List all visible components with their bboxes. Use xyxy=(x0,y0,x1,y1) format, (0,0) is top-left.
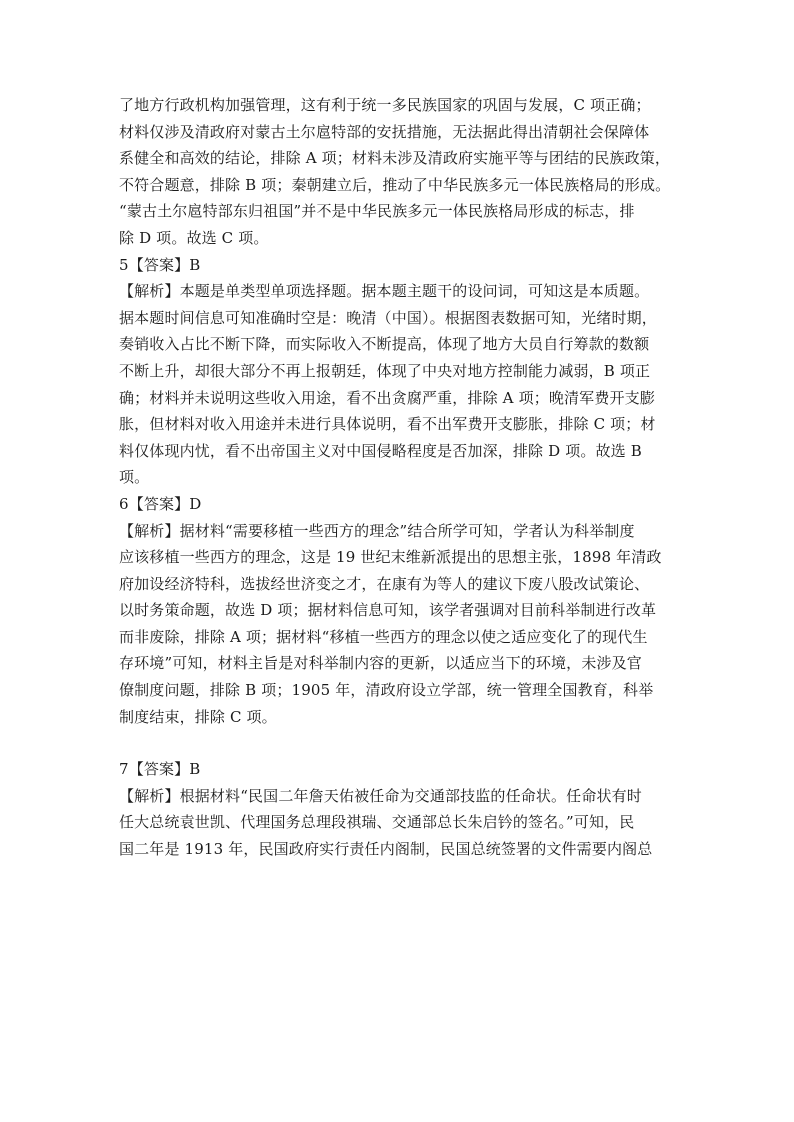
text-line: 应该移植一些西方的理念，这是 19 世纪末维新派提出的思想主张，1898 年清政 xyxy=(119,548,662,567)
text-line: 除 D 项。故选 C 项。 xyxy=(119,228,269,247)
text-line: 【解析】根据材料“民国二年詹天佑被任命为交通部技监的任命状。任命状有时 xyxy=(119,786,642,805)
text-line: 了地方行政机构加强管理，这有利于统一多民族国家的巩固与发展，C 项正确； xyxy=(119,96,651,114)
text-line: 国二年是 1913 年，民国政府实行责任内阁制，民国总统签署的文件需要内阁总 xyxy=(119,840,653,859)
answer-heading: 5【答案】B xyxy=(119,255,201,274)
text-line: 确；材料并未说明这些收入用途，看不出贪腐严重，排除 A 项；晚清军费开支膨 xyxy=(119,388,655,407)
text-line: 【解析】本题是单类型单项选择题。据本题主题干的设问词，可知这是本质题。 xyxy=(119,282,650,301)
text-line: 任大总统袁世凯、代理国务总理段祺瑞、交通部总长朱启钤的签名。”可知，民 xyxy=(119,813,635,832)
text-line: 【解析】据材料“需要移植一些西方的理念”结合所学可知，学者认为科举制度 xyxy=(119,521,635,540)
text-line: 料仅体现内忧，看不出帝国主义对中国侵略程度是否加深，排除 D 项。故选 B xyxy=(119,441,642,460)
text-line: 项。 xyxy=(119,468,150,487)
text-line: 以时务策命题，故选 D 项；据材料信息可知，该学者强调对目前科举制进行改革 xyxy=(119,601,657,620)
text-line: 系健全和高效的结论，排除 A 项；材料未涉及清政府实施平等与团结的民族政策， xyxy=(119,149,671,168)
text-line: 胀，但材料对收入用途并未进行具体说明，看不出军费开支膨胀，排除 C 项；材 xyxy=(119,415,656,434)
paragraph-gap xyxy=(119,730,684,756)
answer-heading: 6【答案】D xyxy=(119,494,202,513)
text-line: “蒙古土尔扈特部东归祖国”并不是中华民族多元一体民族格局形成的标志，排 xyxy=(119,202,635,221)
text-line: 存环境”可知，材料主旨是对科举制内容的更新，以适应当下的环境，未涉及官 xyxy=(119,654,642,673)
text-line: 府加设经济特科，选拔经世济变之才，在康有为等人的建议下废八股改试策论、 xyxy=(119,574,650,593)
answer-heading: 7【答案】B xyxy=(119,760,201,779)
text-line: 材料仅涉及清政府对蒙古土尔扈特部的安抚措施，无法据此得出清朝社会保障体 xyxy=(119,122,650,141)
text-line: 不符合题意，排除 B 项；秦朝建立后，推动了中华民族多元一体民族格局的形成。 xyxy=(119,175,671,194)
text-line: 据本题时间信息可知准确时空是：晚清（中国）。根据图表数据可知，光绪时期， xyxy=(119,308,657,327)
text-line: 不断上升，却很大部分不再上报朝廷，体现了中央对地方控制能力减弱，B 项正 xyxy=(119,361,651,380)
document-page xyxy=(119,92,684,863)
text-line: 僚制度问题，排除 B 项；1905 年，清政府设立学部，统一管理全国教育，科举 xyxy=(119,681,654,700)
text-line: 奏销收入占比不断下降，而实际收入不断提高，体现了地方大员自行筹款的数额 xyxy=(119,335,650,354)
text-line: 而非废除，排除 A 项；据材料“移植一些西方的理念以使之适应变化了的现代生 xyxy=(119,627,648,646)
text-line: 制度结束，排除 C 项。 xyxy=(119,707,277,726)
